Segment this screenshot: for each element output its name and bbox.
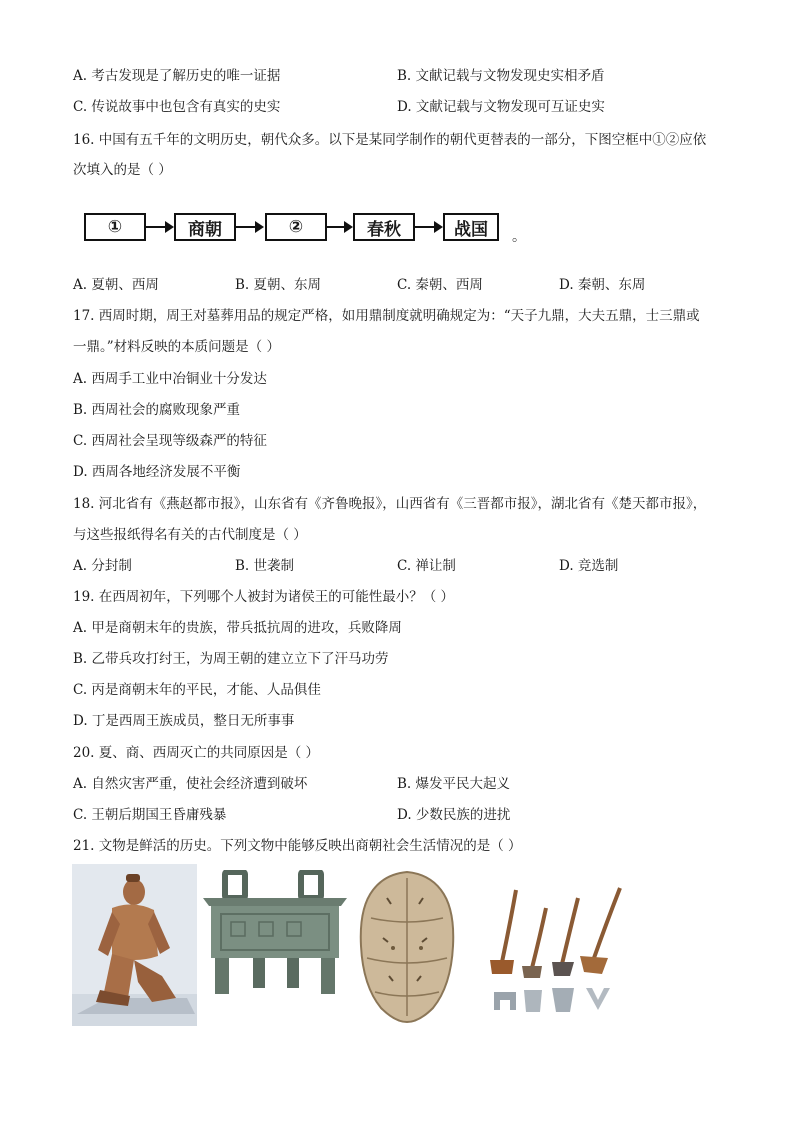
q15-option-a: A. 考古发现是了解历史的唯一证据 bbox=[73, 68, 281, 84]
q15-option-b: B. 文献记载与文物发现史实相矛盾 bbox=[397, 68, 605, 84]
q16-option-c: C. 秦朝、西周 bbox=[397, 277, 483, 293]
flow-arrow-icon bbox=[236, 226, 262, 228]
flow-end-mark: 。 bbox=[512, 229, 526, 245]
q18-option-a: A. 分封制 bbox=[73, 558, 132, 574]
flow-box-blank-1: ① bbox=[84, 213, 146, 241]
farming-tools-image bbox=[482, 884, 630, 1024]
q19-stem: 19. 在西周初年，下列哪个人被封为诸侯王的可能性最小？（ ） bbox=[73, 589, 455, 605]
q19-option-b: B. 乙带兵攻打纣王，为周王朝的建立立下了汗马功劳 bbox=[73, 651, 389, 667]
q18-option-c: C. 禅让制 bbox=[397, 558, 456, 574]
q20-option-b: B. 爆发平民大起义 bbox=[397, 776, 511, 792]
q15-option-c: C. 传说故事中也包含有真实的史实 bbox=[73, 99, 281, 115]
q18-option-b: B. 世袭制 bbox=[235, 558, 295, 574]
q21-stem: 21. 文物是鲜活的历史。下列文物中能够反映出商朝社会生活情况的是（ ） bbox=[73, 838, 522, 854]
q16-stem-line1: 16. 中国有五千年的文明历史，朝代众多。以下是某同学制作的朝代更替表的一部分，下图空框中①②应依 bbox=[73, 132, 707, 148]
q17-option-c: C. 西周社会呈现等级森严的特征 bbox=[73, 433, 267, 449]
q17-option-b: B. 西周社会的腐败现象严重 bbox=[73, 402, 241, 418]
q16-stem-line2: 次填入的是（ ） bbox=[73, 162, 172, 178]
dynasty-flow-diagram bbox=[84, 213, 544, 247]
q17-option-d: D. 西周各地经济发展不平衡 bbox=[73, 464, 241, 480]
q19-option-d: D. 丁是西周王族成员，整日无所事事 bbox=[73, 713, 295, 729]
flow-box-zhanguo: 战国 bbox=[443, 213, 499, 241]
oracle-bone-image bbox=[357, 868, 457, 1024]
q17-option-a: A. 西周手工业中冶铜业十分发达 bbox=[73, 371, 267, 387]
q20-stem: 20. 夏、商、西周灭亡的共同原因是（ ） bbox=[73, 745, 320, 761]
q16-option-b: B. 夏朝、东周 bbox=[235, 277, 322, 293]
flow-arrow-icon bbox=[415, 226, 441, 228]
q19-option-c: C. 丙是商朝末年的平民，才能、人品俱佳 bbox=[73, 682, 321, 698]
q18-stem-line1: 18. 河北省有《燕赵都市报》，山东省有《齐鲁晚报》，山西省有《三晋都市报》，湖北省有《楚天都市报》， bbox=[73, 496, 707, 512]
flow-box-shang: 商朝 bbox=[174, 213, 236, 241]
q20-option-d: D. 少数民族的进扰 bbox=[397, 807, 511, 823]
flow-box-chunqiu: 春秋 bbox=[353, 213, 415, 241]
flow-arrow-icon bbox=[146, 226, 172, 228]
bronze-ding-image bbox=[197, 870, 353, 996]
terracotta-warrior-image bbox=[72, 864, 197, 1026]
flow-box-blank-2: ② bbox=[265, 213, 327, 241]
q17-stem-line1: 17. 西周时期，周王对墓葬用品的规定严格，如用鼎制度就明确规定为：“天子九鼎，大夫五鼎，士三鼎或 bbox=[73, 308, 700, 324]
q16-option-a: A. 夏朝、西周 bbox=[73, 277, 159, 293]
q17-stem-line2: 一鼎。”材料反映的本质问题是（ ） bbox=[73, 339, 280, 355]
q20-option-a: A. 自然灾害严重，使社会经济遭到破坏 bbox=[73, 776, 308, 792]
q20-option-c: C. 王朝后期国王昏庸残暴 bbox=[73, 807, 227, 823]
flow-arrow-icon bbox=[327, 226, 351, 228]
q18-option-d: D. 竞选制 bbox=[559, 558, 619, 574]
q19-option-a: A. 甲是商朝末年的贵族，带兵抵抗周的进攻，兵败降周 bbox=[73, 620, 402, 636]
q15-option-d: D. 文献记载与文物发现可互证史实 bbox=[397, 99, 605, 115]
q16-option-d: D. 秦朝、东周 bbox=[559, 277, 646, 293]
q18-stem-line2: 与这些报纸得名有关的古代制度是（ ） bbox=[73, 527, 307, 543]
